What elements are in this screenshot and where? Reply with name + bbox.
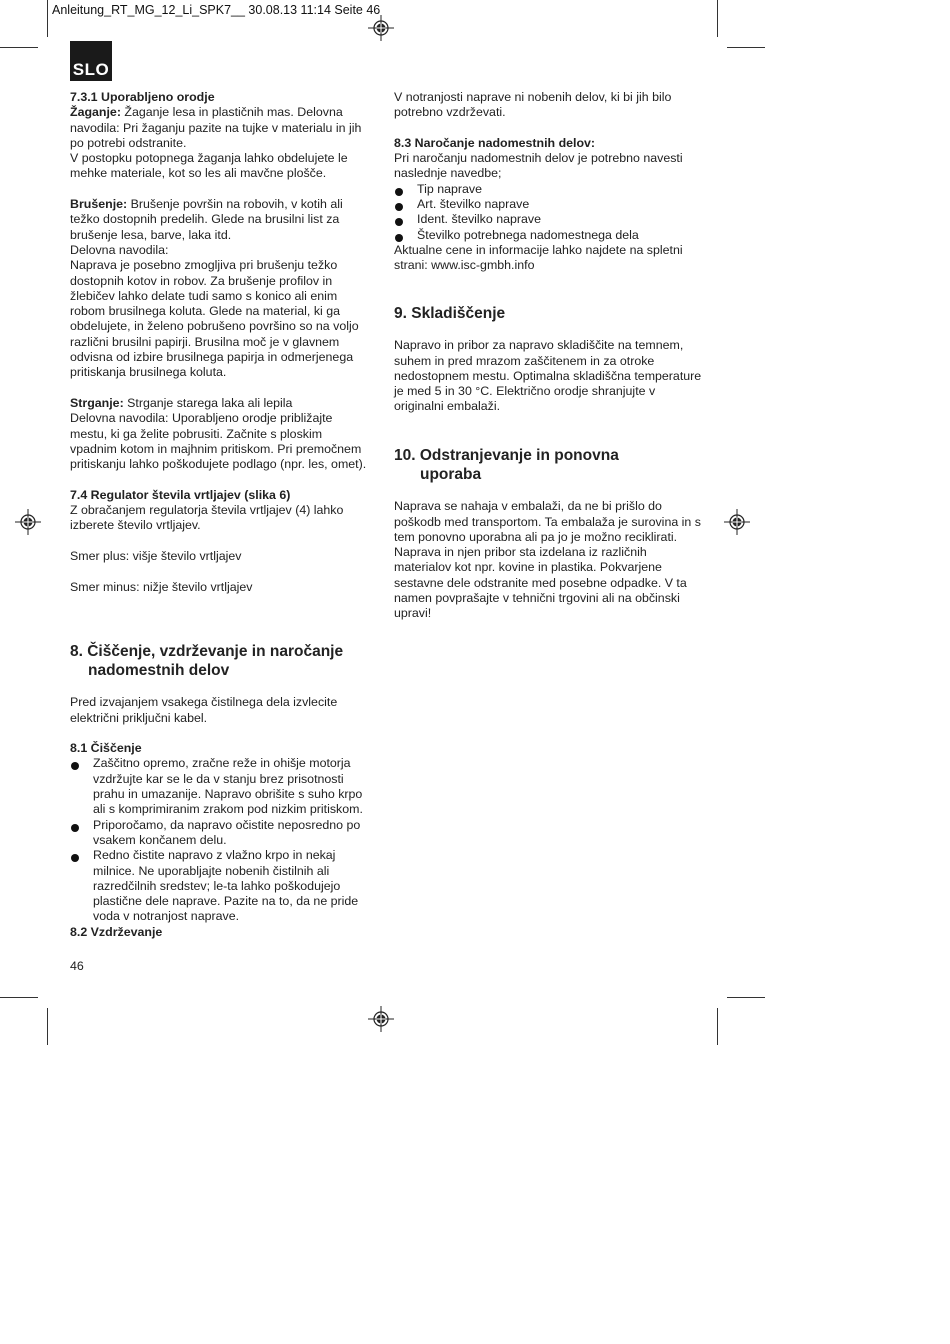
- paragraph: Z obračanjem regulatorja števila vrtljajev (4) lahko izberete število vrtljajev.: [70, 503, 344, 533]
- language-tab: [70, 41, 112, 81]
- paragraph: Napravo in pribor za napravo skladiščite na temnem, suhem in pred mrazom zaščitenem in za otroke nedostopnem mestu. Optimalna skladiščna temperature je med 5 in 30 °C. Električno orodje shranjujte v originalni embalaži.: [394, 338, 702, 414]
- section-8-2-title: 8.2 Vzdrževanje: [70, 924, 163, 939]
- list-item: Redno čistite napravo z vlažno krpo in nekaj milnice. Ne uporabljajte nobenih čistilnih ali razredčilnih sredstev; le-ta lahko poškodujejo plastične dele naprave. Pazite na to, da ne pride voda v notranjost naprave.: [70, 848, 372, 924]
- paragraph-strganje: Strganje: Strganje starega laka ali lepila: [70, 395, 293, 410]
- paragraph: V notranjosti naprave ni nobenih delov, ki bi jih bilo potrebno vzdrževati.: [394, 90, 672, 120]
- left-column-section-8: [70, 642, 372, 940]
- left-column: [70, 90, 372, 595]
- registration-mark-icon: [368, 1006, 394, 1032]
- right-column: [394, 90, 704, 274]
- registration-mark-icon: [368, 15, 394, 41]
- paragraph: Naprava je posebno zmogljiva pri brušenju težko dostopnih kotov in robov. Za brušenje profilov in žlebičev lahko delate tudi samo s konico ali enim robom brusilnega koluta. Glede na material, ki ga obdelujete, in želeno pobrušeno površino so na voljo različni brusilni papirji. Brusilna moč je v glavnem odvisna od izbire brusilnega papirja in odmerjenega pritiskanja brusilnega koluta.: [70, 258, 359, 380]
- section-8-1-title: 8.1 Čiščenje: [70, 741, 142, 756]
- paragraph: Pred izvajanjem vsakega čistilnega dela izvlecite električni priključni kabel.: [70, 695, 338, 725]
- paragraph: Aktualne cene in informacije lahko najdete na spletni strani: www.isc-gmbh.info: [394, 242, 683, 273]
- section-8-title: 8. Čiščenje, vzdrževanje in naročanje nadomestnih delov: [70, 643, 344, 679]
- list-item: Art. številko naprave: [394, 197, 704, 212]
- crop-mark: [717, 1008, 718, 1045]
- page-number: 46: [70, 959, 84, 973]
- section-7-4-title: 7.4 Regulator števila vrtljajev (slika 6): [70, 487, 291, 502]
- registration-mark-icon: [724, 509, 750, 535]
- crop-mark: [717, 0, 718, 37]
- list-item: Zaščitno opremo, zračne reže in ohišje motorja vzdržujte kar se le da v stanju brez prisotnosti prahu in umazanije. Napravo obrišite s suho krpo ali s komprimiranim zrakom pod nizkim pritiskom.: [70, 756, 372, 817]
- paragraph: Delovna navodila: Uporabljeno orodje približajte mestu, ki ga želite pobrusiti. Začnite s ploskim vpadnim kotom in majhnim pritiskom. Pri premočnem pritiskanju lahko poškodujete podlago (npr. les, omet).: [70, 411, 367, 472]
- registration-mark-icon: [15, 509, 41, 535]
- crop-mark: [0, 997, 38, 998]
- paragraph: Delovna navodila:: [70, 242, 169, 257]
- crop-mark: [47, 0, 48, 37]
- list-item: Številko potrebnega nadomestnega dela: [394, 228, 704, 243]
- crop-mark: [727, 997, 765, 998]
- order-info-list: [394, 182, 704, 243]
- paragraph-brusenje: Brušenje: Brušenje površin na robovih, v kotih ali težko dostopnih predelih. Glede na brusilni list za brušenje lesa, barve, laka itd.: [70, 197, 343, 242]
- right-column-section-10: [394, 446, 704, 622]
- section-7-3-1-title: 7.3.1 Uporabljeno orodje: [70, 90, 215, 104]
- section-8-3-title: 8.3 Naročanje nadomestnih delov:: [394, 135, 596, 150]
- crop-mark: [727, 47, 765, 48]
- cleaning-list: [70, 756, 372, 924]
- right-column-section-9: [394, 304, 704, 415]
- paragraph-zaganje: Žaganje: Žaganje lesa in plastičnih mas. Delovna navodila: Pri žaganju pazite na tujke v materialu in jih po potrebi odstranite.: [70, 105, 362, 150]
- paragraph: Smer minus: nižje število vrtljajev: [70, 579, 253, 594]
- list-item: Tip naprave: [394, 182, 704, 197]
- paragraph: Naprava se nahaja v embalaži, da ne bi prišlo do poškodb med transportom. Ta embalaža je surovina in s tem ponovno uporabna ali pa jo je možno reciklirati. Naprava in njen pribor sta izdelana iz različnih materialov kot npr. kovine in plastika. Pokvarjene sestavne dele odstranite med posebne odpadke. V ta namen povprašajte v tehnični trgovini ali na občinski upravi!: [394, 499, 701, 621]
- print-header: Anleitung_RT_MG_12_Li_SPK7__ 30.08.13 11:14 Seite 46: [52, 3, 381, 17]
- crop-mark: [0, 47, 38, 48]
- paragraph: V postopku potopnega žaganja lahko obdelujete le mehke materiale, kot so les ali mavčne plošče.: [70, 151, 348, 181]
- section-9-title: 9. Skladiščenje: [394, 305, 506, 322]
- crop-mark: [47, 1008, 48, 1045]
- list-item: Priporočamo, da napravo očistite neposredno po vsakem končanem delu.: [70, 818, 372, 849]
- section-10-title: 10. Odstranjevanje in ponovna uporaba: [394, 447, 619, 483]
- paragraph: Smer plus: višje število vrtljajev: [70, 548, 242, 563]
- paragraph: Pri naročanju nadomestnih delov je potrebno navesti naslednje navedbe;: [394, 151, 683, 181]
- list-item: Ident. številko naprave: [394, 212, 704, 227]
- language-label: SLO: [72, 60, 110, 79]
